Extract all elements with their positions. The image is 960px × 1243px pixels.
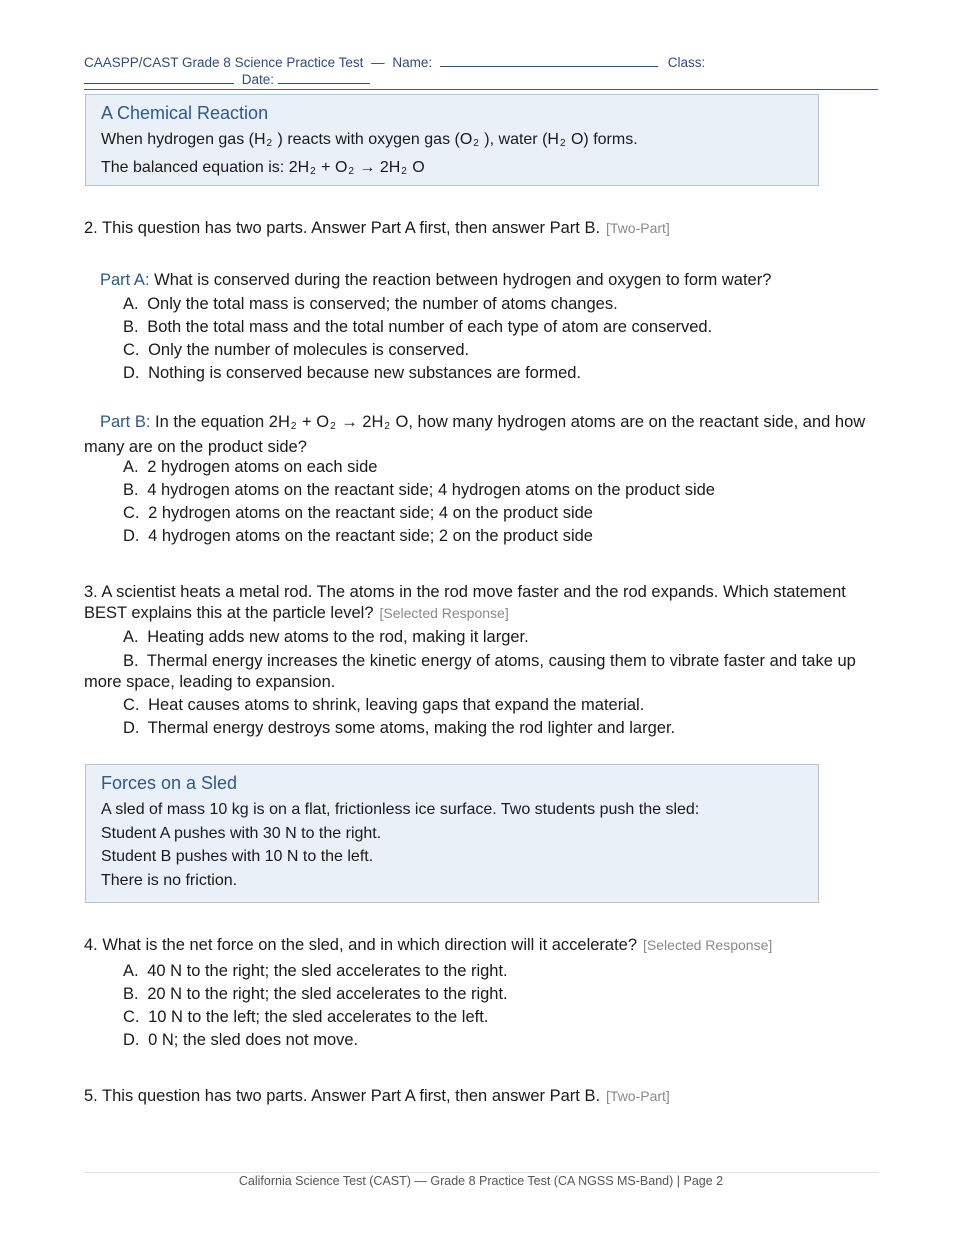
answer-option-c[interactable]: C. 10 N to the left; the sled accelerates to the left. bbox=[123, 1008, 489, 1026]
answer-option-d[interactable]: D. Nothing is conserved because new substances are formed. bbox=[123, 364, 582, 382]
part-label: Part A: bbox=[100, 271, 150, 289]
stimulus-line: Student B pushes with 10 N to the left. bbox=[101, 848, 374, 865]
stimulus-box-forces-on-sled bbox=[85, 764, 819, 903]
header-title: CAASPP/CAST Grade 8 Science Practice Test bbox=[84, 55, 364, 70]
question-text: 5. This question has two parts. Answer Part A first, then answer Part B. bbox=[84, 1087, 601, 1105]
answer-option-b[interactable]: B. 4 hydrogen atoms on the reactant side; 4 hydrogen atoms on the product side bbox=[123, 481, 715, 499]
name-label: Name: bbox=[392, 55, 433, 70]
class-label: Class: bbox=[667, 55, 706, 70]
answer-option-b[interactable]: B. Thermal energy increases the kinetic energy of atoms, causing them to vibrate faster and take up more space, leading to expansion. bbox=[84, 652, 856, 691]
question-2-part-b-options bbox=[84, 456, 874, 548]
answer-option-c[interactable]: C. 2 hydrogen atoms on the reactant side; 4 on the product side bbox=[123, 504, 593, 522]
question-2-part-a-options bbox=[84, 293, 874, 385]
date-label: Date: bbox=[241, 72, 275, 87]
part-label: Part B: bbox=[100, 413, 151, 431]
answer-option-a[interactable]: A. Heating adds new atoms to the rod, making it larger. bbox=[123, 628, 529, 646]
answer-option-c[interactable]: C. Only the number of molecules is conserved. bbox=[123, 341, 470, 359]
name-field[interactable] bbox=[440, 54, 658, 67]
question-2-part-b: Part B: In the equation $2H_2 + O_2 \to 2H_2$ O, how many hydrogen atoms are on the reactant side, and how many are on the product side? bbox=[84, 413, 866, 456]
page-footer: California Science Test (CAST) — Grade 8 Practice Test (CA NGSS MS-Band) | Page 2 bbox=[84, 1172, 878, 1188]
stimulus-line: There is no friction. bbox=[101, 871, 238, 889]
answer-option-a[interactable]: A. 40 N to the right; the sled accelerates to the right. bbox=[123, 962, 508, 980]
answer-option-b[interactable]: B. Both the total mass and the total number of each type of atom are conserved. bbox=[123, 318, 713, 336]
header-dash: — bbox=[371, 55, 385, 70]
date-field[interactable] bbox=[278, 71, 370, 84]
question-2 bbox=[84, 218, 670, 239]
stimulus-box-chemical-reaction bbox=[85, 94, 819, 186]
question-4 bbox=[84, 935, 772, 956]
answer-option-d[interactable]: D. Thermal energy destroys some atoms, making the rod lighter and larger. bbox=[123, 719, 676, 737]
question-text: 3. A scientist heats a metal rod. The atoms in the rod move faster and the rod expands. Which statement BEST explains this at the particle level? bbox=[84, 583, 846, 622]
question-3-options bbox=[84, 626, 874, 740]
stimulus-title: A Chemical Reaction bbox=[101, 103, 269, 123]
question-type-tag: [Two-Part] bbox=[606, 1088, 670, 1104]
class-field[interactable] bbox=[84, 71, 234, 84]
question-type-tag: [Selected Response] bbox=[643, 937, 773, 953]
stimulus-line: A sled of mass 10 kg is on a flat, frictionless ice surface. Two students push the sled: bbox=[101, 801, 700, 818]
question-text: 2. This question has two parts. Answer Part A first, then answer Part B. bbox=[84, 219, 601, 237]
question-2-part-a bbox=[84, 270, 874, 291]
question-text: 4. What is the net force on the sled, and in which direction will it accelerate? bbox=[84, 936, 638, 954]
answer-option-a[interactable]: A. 2 hydrogen atoms on each side bbox=[123, 458, 378, 476]
answer-option-d[interactable]: D. 0 N; the sled does not move. bbox=[123, 1031, 359, 1049]
stimulus-title: Forces on a Sled bbox=[101, 773, 238, 793]
answer-option-b[interactable]: B. 20 N to the right; the sled accelerates to the right. bbox=[123, 985, 508, 1003]
question-5 bbox=[84, 1086, 670, 1107]
stimulus-equation: The balanced equation is: $2H_2 + O_2 \to 2H_2$ O bbox=[101, 158, 425, 177]
answer-option-d[interactable]: D. 4 hydrogen atoms on the reactant side; 2 on the product side bbox=[123, 527, 593, 545]
answer-option-c[interactable]: C. Heat causes atoms to shrink, leaving gaps that expand the material. bbox=[123, 696, 645, 714]
answer-option-a[interactable]: A. Only the total mass is conserved; the number of atoms changes. bbox=[123, 295, 618, 313]
stimulus-line: Student A pushes with 30 N to the right. bbox=[101, 824, 382, 842]
question-3 bbox=[84, 582, 874, 624]
stimulus-line: When hydrogen gas ($H_2$ ) reacts with oxygen gas ($O_2$ ), water ($H_2$ O) forms. bbox=[101, 131, 638, 149]
question-type-tag: [Selected Response] bbox=[379, 605, 509, 621]
question-type-tag: [Two-Part] bbox=[606, 220, 670, 236]
page-header bbox=[84, 54, 878, 90]
question-4-options bbox=[84, 960, 874, 1052]
part-text: What is conserved during the reaction between hydrogen and oxygen to form water? bbox=[149, 271, 772, 289]
